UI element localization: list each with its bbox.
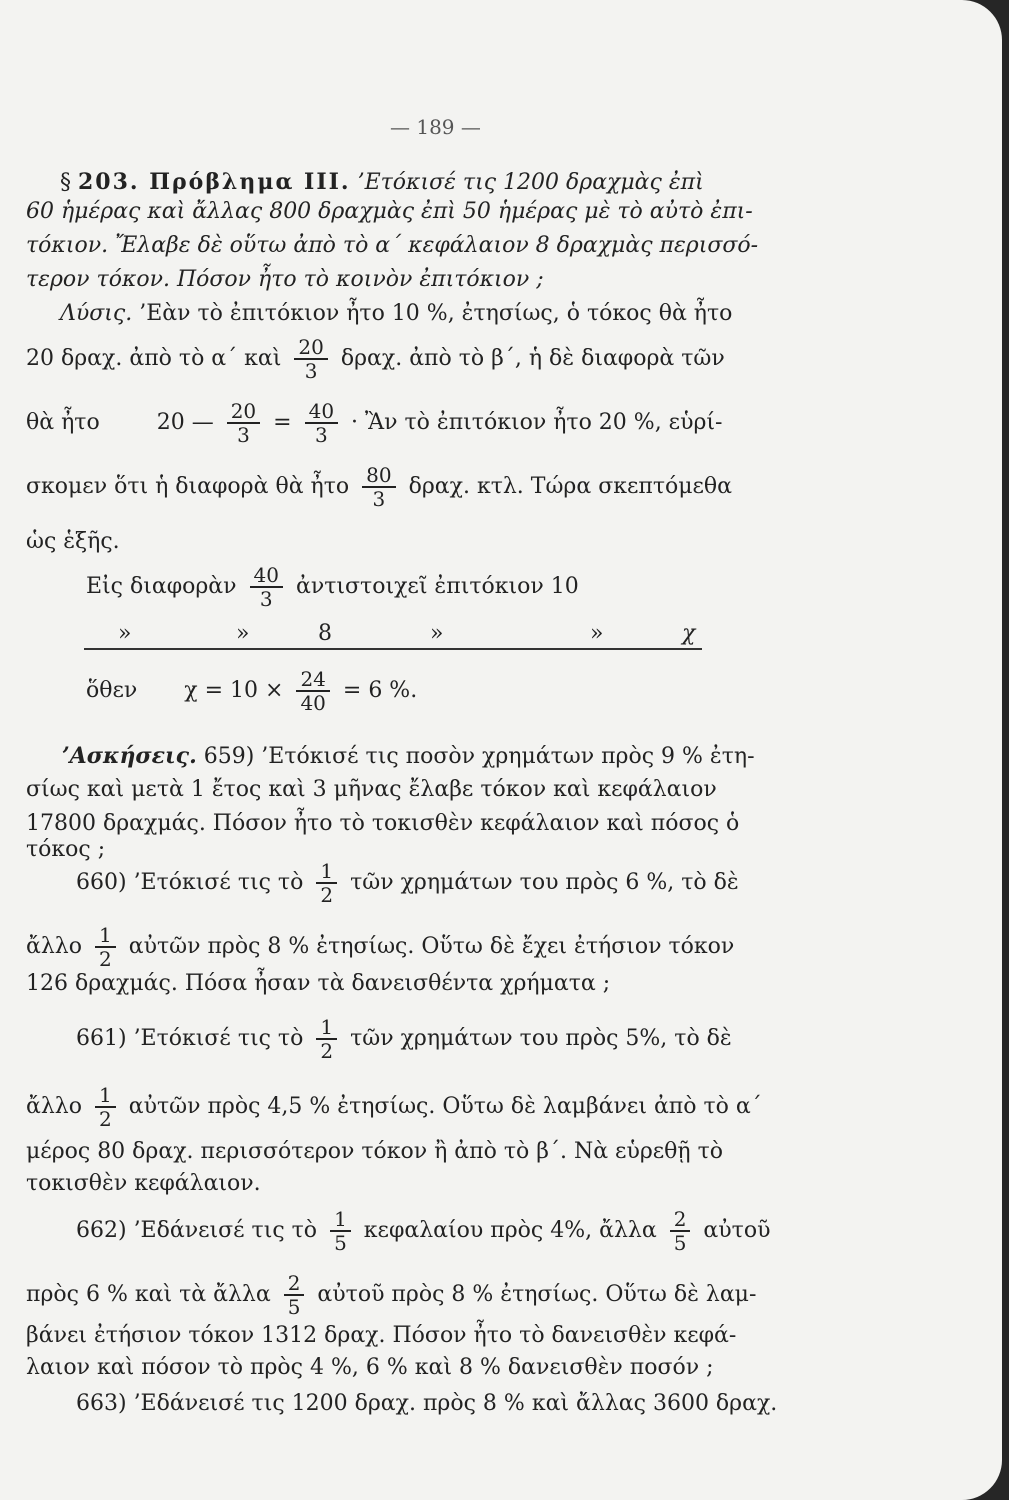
fraction-numerator: 24	[296, 668, 329, 692]
exercise-text: 660) ’Ετόκισέ τις τὸ	[76, 870, 304, 895]
exercise-text: τῶν χρημάτων του πρὸς 6 %, τὸ δὲ	[350, 870, 739, 895]
fraction-denominator: 2	[99, 947, 112, 971]
fraction-denominator: 5	[673, 1231, 687, 1255]
formula-text: = 6 %.	[342, 678, 418, 703]
fraction-numerator: 1	[330, 1208, 351, 1232]
exercise-text: 661) ’Ετόκισέ τις τὸ	[76, 1026, 304, 1051]
fraction-numerator: 1	[316, 860, 337, 884]
fraction	[95, 924, 116, 970]
fraction-denominator: 40	[300, 691, 326, 715]
fraction-denominator: 5	[334, 1231, 347, 1255]
exercise-text: μέρος 80 δραχ. περισσότερον τόκον ἢ ἀπὸ τὸ β΄. Νὰ εὑρεθῇ τὸ	[26, 1139, 723, 1164]
problem-text: τερον τόκον. Πόσον ἦτο τὸ κοινὸν ἐπιτόκιον ;	[26, 267, 544, 292]
fraction	[95, 1084, 116, 1130]
ditto-mark: »	[590, 621, 604, 646]
exercise-text: 17800 δραχμάς. Πόσον ἦτο τὸ τοκισθὲν κεφάλαιον καὶ πόσος ὁ	[26, 811, 740, 836]
fraction	[250, 564, 283, 610]
section-symbol: §	[60, 170, 71, 195]
fraction	[296, 668, 329, 714]
exercise-text: τοκισθὲν κεφάλαιον.	[26, 1171, 261, 1196]
ditto-mark: »	[430, 621, 444, 646]
exercise-text: τῶν χρημάτων του πρὸς 5%, τὸ δὲ	[350, 1026, 732, 1051]
fraction-denominator: 2	[320, 883, 334, 907]
exercise-line	[76, 1208, 770, 1254]
fraction	[330, 1208, 351, 1254]
proportion-text: Εἰς διαφορὰν	[86, 574, 237, 599]
solution-line	[26, 464, 732, 510]
fraction-numerator: 40	[305, 400, 338, 424]
solution-text: θὰ ἦτο	[26, 410, 100, 435]
fraction	[305, 400, 338, 446]
exercise-line	[26, 1084, 762, 1130]
proportion-rule	[84, 648, 702, 650]
fraction-numerator: 80	[362, 464, 395, 488]
solution-label: Λύσις.	[60, 301, 133, 326]
solution-text: ὡς ἑξῆς.	[26, 529, 120, 554]
fraction-denominator: 5	[287, 1295, 301, 1319]
exercise-text: βάνει ἐτήσιον τόκον 1312 δραχ. Πόσον ἦτο τὸ δανεισθὲν κεφά-	[26, 1323, 737, 1348]
exercise-line	[76, 1016, 732, 1062]
exercise-text: κεφαλαίου πρὸς 4%, ἄλλα	[363, 1218, 657, 1243]
fraction-numerator: 1	[95, 1084, 116, 1108]
exercise-text: ἄλλο	[26, 1094, 82, 1119]
fraction-numerator: 1	[316, 1016, 337, 1040]
exercise-line	[62, 742, 755, 771]
ditto-mark: »	[118, 621, 132, 646]
exercise-line	[26, 1272, 756, 1318]
exercise-text: αὐτῶν πρὸς 8 % ἐτησίως. Οὕτω δὲ ἔχει ἐτήσιον τόκον	[128, 934, 735, 959]
page-number: — 189 —	[390, 115, 481, 139]
solution-text: σκομεν ὅτι ἡ διαφορὰ θὰ ἦτο	[26, 474, 350, 499]
exercise-line	[26, 924, 734, 970]
solution-text: δραχ. κτλ. Τώρα σκεπτόμεθα	[408, 474, 733, 499]
exercise-text: ἄλλο	[26, 934, 82, 959]
fraction-denominator: 3	[372, 487, 386, 511]
fraction	[316, 1016, 337, 1062]
problem-text: 60 ἡμέρας καὶ ἄλλας 800 δραχμὰς ἐπὶ 50 ἡμέρας μὲ τὸ αὐτὸ ἐπι-	[26, 199, 753, 224]
proportion-text: ἀντιστοιχεῖ ἐπιτόκιον 10	[296, 574, 579, 599]
exercise-text: πρὸς 6 % καὶ τὰ ἄλλα	[26, 1282, 271, 1307]
exercises-label: ’Ασκήσεις.	[62, 743, 197, 769]
exercise-text: σίως καὶ μετὰ 1 ἔτος καὶ 3 μῆνας ἔλαβε τόκον καὶ κεφάλαιον	[26, 777, 717, 802]
proportion-text: ὅθεν	[86, 678, 138, 703]
fraction-denominator: 3	[314, 423, 328, 447]
fraction-denominator: 3	[259, 587, 273, 611]
fraction-denominator: 2	[99, 1107, 112, 1131]
solution-text: · Ἂν τὸ ἐπιτόκιον ἦτο 20 %, εὑρί-	[351, 410, 723, 435]
fraction-numerator: 2	[284, 1272, 305, 1296]
proportion-value: 8	[318, 621, 332, 646]
unknown-variable: χ	[682, 621, 696, 646]
fraction	[294, 336, 327, 382]
fraction-denominator: 3	[237, 423, 250, 447]
exercise-text: αὐτοῦ	[703, 1218, 771, 1243]
problem-text: ’Ετόκισέ τις 1200 δραχμὰς ἐπὶ	[357, 170, 704, 195]
fraction-denominator: 2	[320, 1039, 334, 1063]
exercise-text: λαιον καὶ πόσον τὸ πρὸς 4 %, 6 % καὶ 8 % δανεισθὲν ποσόν ;	[26, 1355, 714, 1380]
fraction	[227, 400, 260, 446]
exercise-text: 662) ’Εδάνεισέ τις τὸ	[76, 1218, 318, 1243]
formula-text: 20 —	[156, 410, 214, 435]
problem-text: τόκιον. Ἔλαβε δὲ οὕτω ἀπὸ τὸ α΄ κεφάλαιον 8 δραχμὰς περισσό-	[26, 233, 759, 258]
section-heading-line	[60, 168, 704, 197]
formula-text: χ = 10 ×	[184, 678, 284, 703]
fraction	[284, 1272, 305, 1318]
solution-line	[26, 400, 722, 446]
exercise-text: τόκος ;	[26, 837, 106, 862]
fraction	[362, 464, 395, 510]
fraction-numerator: 2	[670, 1208, 691, 1232]
solution-text: ’Εὰν τὸ ἐπιτόκιον ἦτο 10 %, ἐτησίως, ὁ τόκος θὰ ἦτο	[139, 301, 733, 326]
ditto-mark: »	[236, 621, 250, 646]
exercise-text: αὐτῶν πρὸς 4,5 % ἐτησίως. Οὕτω δὲ λαμβάνει ἀπὸ τὸ α΄	[128, 1094, 762, 1119]
formula-text: =	[273, 410, 292, 435]
exercise-line	[76, 860, 739, 906]
solution-text: 20 δραχ. ἀπὸ τὸ α΄ καὶ	[26, 346, 282, 371]
solution-line	[60, 300, 732, 328]
fraction	[670, 1208, 691, 1254]
exercise-text: 659) ’Ετόκισέ τις ποσὸν χρημάτων πρὸς 9 % ἐτη-	[203, 744, 755, 769]
section-heading: 203. Πρόβλημα ΙΙΙ.	[78, 169, 351, 195]
solution-text: δραχ. ἀπὸ τὸ β΄, ἡ δὲ διαφορὰ τῶν	[340, 346, 725, 371]
fraction-numerator: 20	[227, 400, 260, 424]
exercise-text: 126 δραχμάς. Πόσα ἦσαν τὰ δανεισθέντα χρήματα ;	[26, 971, 611, 996]
proportion-row	[86, 564, 579, 610]
solution-line	[26, 336, 725, 382]
fraction	[316, 860, 337, 906]
proportion-result	[86, 668, 417, 714]
fraction-numerator: 1	[95, 924, 116, 948]
fraction-numerator: 40	[250, 564, 283, 588]
fraction-denominator: 3	[304, 359, 318, 383]
fraction-numerator: 20	[294, 336, 327, 360]
exercise-text: 663) ’Εδάνεισέ τις 1200 δραχ. πρὸς 8 % καὶ ἄλλας 3600 δραχ.	[76, 1391, 778, 1416]
exercise-text: αὐτοῦ πρὸς 8 % ἐτησίως. Οὕτω δὲ λαμ-	[317, 1282, 757, 1307]
